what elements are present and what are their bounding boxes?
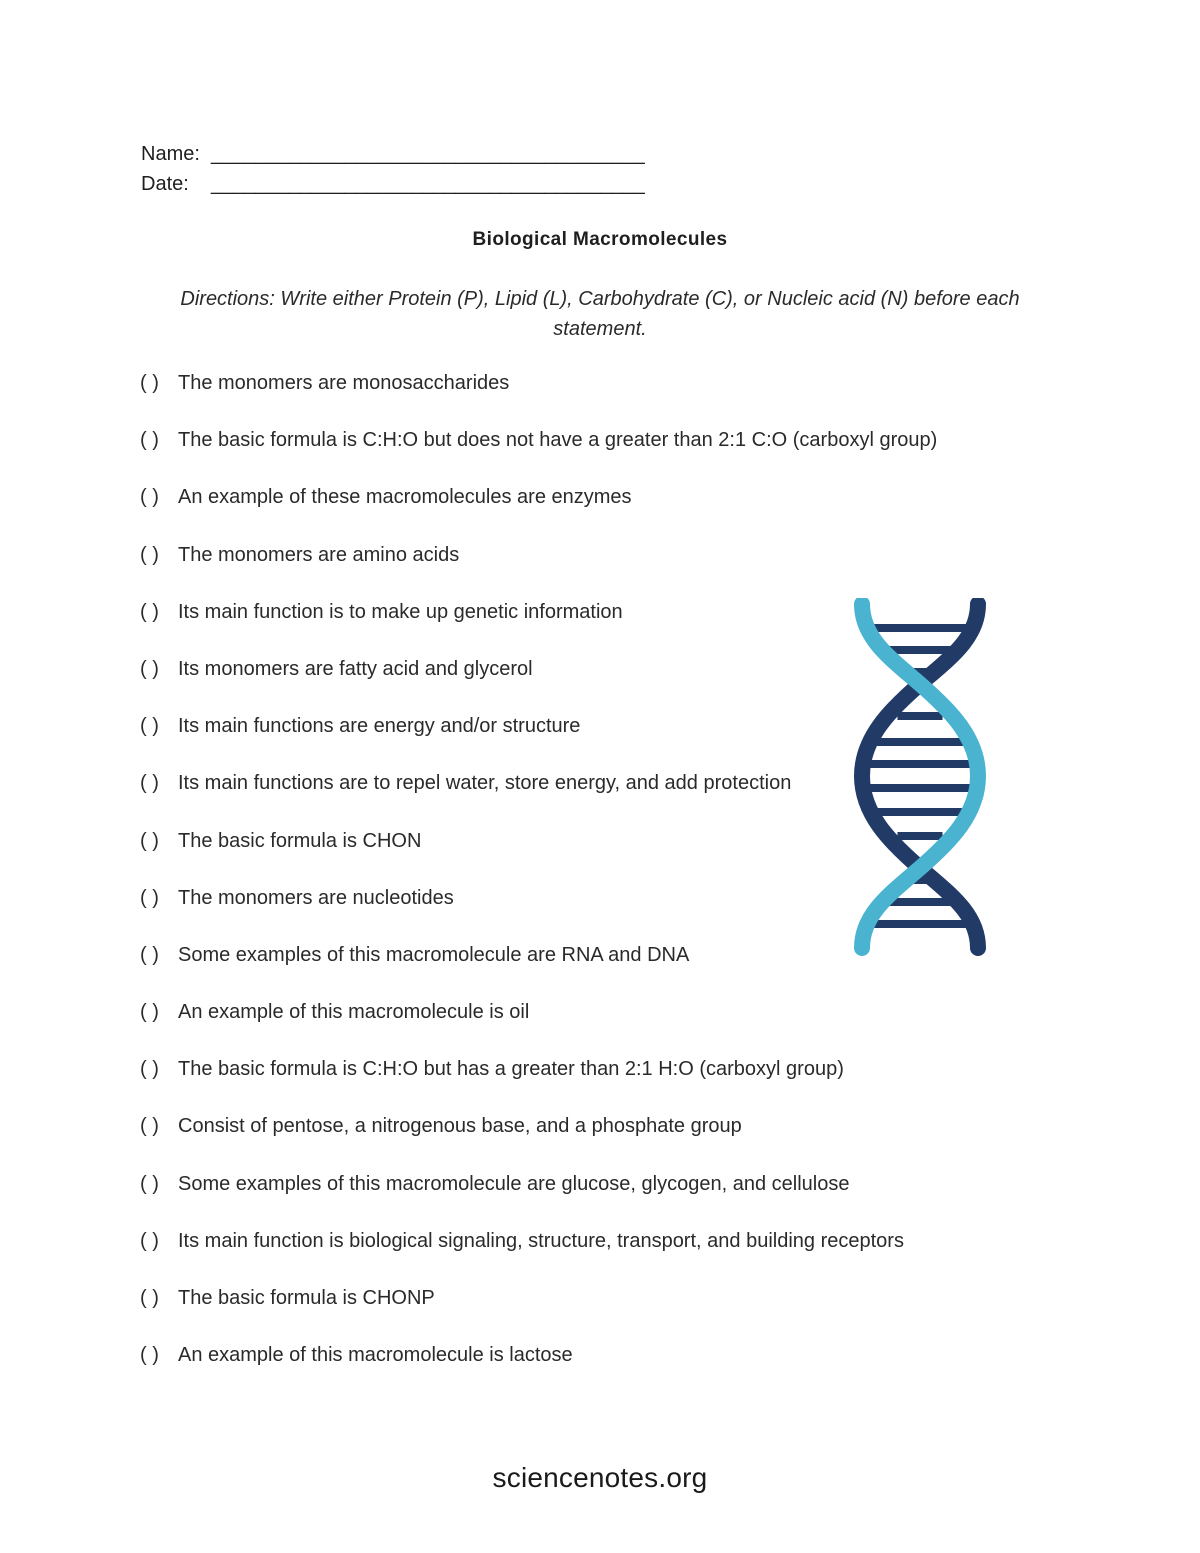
question-text: Its main function is biological signaling, structure, transport, and building receptors (178, 1229, 904, 1252)
answer-blank[interactable]: ( ) (140, 543, 159, 566)
date-field[interactable] (141, 172, 645, 196)
footer-site-name: sciencenotes.org (492, 1462, 708, 1493)
question-text: Consist of pentose, a nitrogenous base, and a phosphate group (178, 1115, 742, 1138)
date-blank-line[interactable]: _______________________________________ (211, 173, 645, 195)
question-text: The monomers are amino acids (178, 543, 460, 566)
answer-blank[interactable]: ( ) (140, 1058, 159, 1081)
answer-blank[interactable]: ( ) (140, 829, 159, 852)
answer-blank[interactable]: ( ) (140, 1001, 159, 1024)
question-text: The basic formula is CHONP (178, 1287, 435, 1309)
question-text: Its monomers are fatty acid and glycerol (178, 657, 533, 680)
answer-blank[interactable]: ( ) (140, 657, 159, 680)
question-text: The monomers are nucleotides (178, 886, 454, 909)
question-item (140, 427, 1010, 484)
question-item (140, 1342, 1010, 1399)
answer-blank[interactable]: ( ) (140, 1287, 159, 1309)
dna-double-helix-icon (850, 598, 990, 958)
answer-blank[interactable]: ( ) (140, 715, 159, 738)
answer-blank[interactable]: ( ) (140, 1344, 159, 1367)
name-blank-line[interactable]: _______________________________________ (211, 143, 645, 165)
page-title: Biological Macromolecules (472, 229, 728, 250)
question-text: Some examples of this macromolecule are glucose, glycogen, and cellulose (178, 1172, 850, 1195)
question-text: An example of this macromolecule is oil (178, 1001, 530, 1024)
question-text: An example of this macromolecule is lactose (178, 1344, 573, 1367)
question-item (140, 1228, 1010, 1285)
question-item (140, 1056, 1010, 1113)
question-text: The monomers are monosaccharides (178, 372, 510, 394)
question-item (140, 484, 1010, 541)
question-text: Its main function is to make up genetic information (178, 600, 623, 623)
answer-blank[interactable]: ( ) (140, 1115, 159, 1138)
question-text: The basic formula is C:H:O but does not have a greater than 2:1 C:O (carboxyl group) (178, 429, 938, 452)
question-text: An example of these macromolecules are enzymes (178, 486, 632, 509)
directions-text: Directions: Write either Protein (P), Lipid (L), Carbohydrate (C), or Nucleic acid (N) before each statement. (180, 288, 1020, 340)
question-item (140, 1285, 1010, 1342)
name-field[interactable] (141, 142, 645, 166)
answer-blank[interactable]: ( ) (140, 600, 159, 623)
question-text: Some examples of this macromolecule are RNA and DNA (178, 943, 690, 966)
question-item (140, 370, 1010, 427)
question-item (140, 1171, 1010, 1228)
answer-blank[interactable]: ( ) (140, 1229, 159, 1252)
answer-blank[interactable]: ( ) (140, 429, 159, 452)
question-text: The basic formula is CHON (178, 829, 422, 852)
date-label: Date: (141, 173, 189, 195)
answer-blank[interactable]: ( ) (140, 772, 159, 795)
answer-blank[interactable]: ( ) (140, 886, 159, 909)
answer-blank[interactable]: ( ) (140, 486, 159, 509)
answer-blank[interactable]: ( ) (140, 1172, 159, 1195)
answer-blank[interactable]: ( ) (140, 372, 159, 394)
name-label: Name: (141, 143, 200, 165)
answer-blank[interactable]: ( ) (140, 943, 159, 966)
question-item (140, 542, 1010, 599)
question-text: The basic formula is C:H:O but has a greater than 2:1 H:O (carboxyl group) (178, 1058, 844, 1081)
question-item (140, 1113, 1010, 1170)
question-text: Its main functions are to repel water, store energy, and add protection (178, 772, 792, 795)
question-text: Its main functions are energy and/or structure (178, 715, 581, 738)
question-item (140, 999, 1010, 1056)
